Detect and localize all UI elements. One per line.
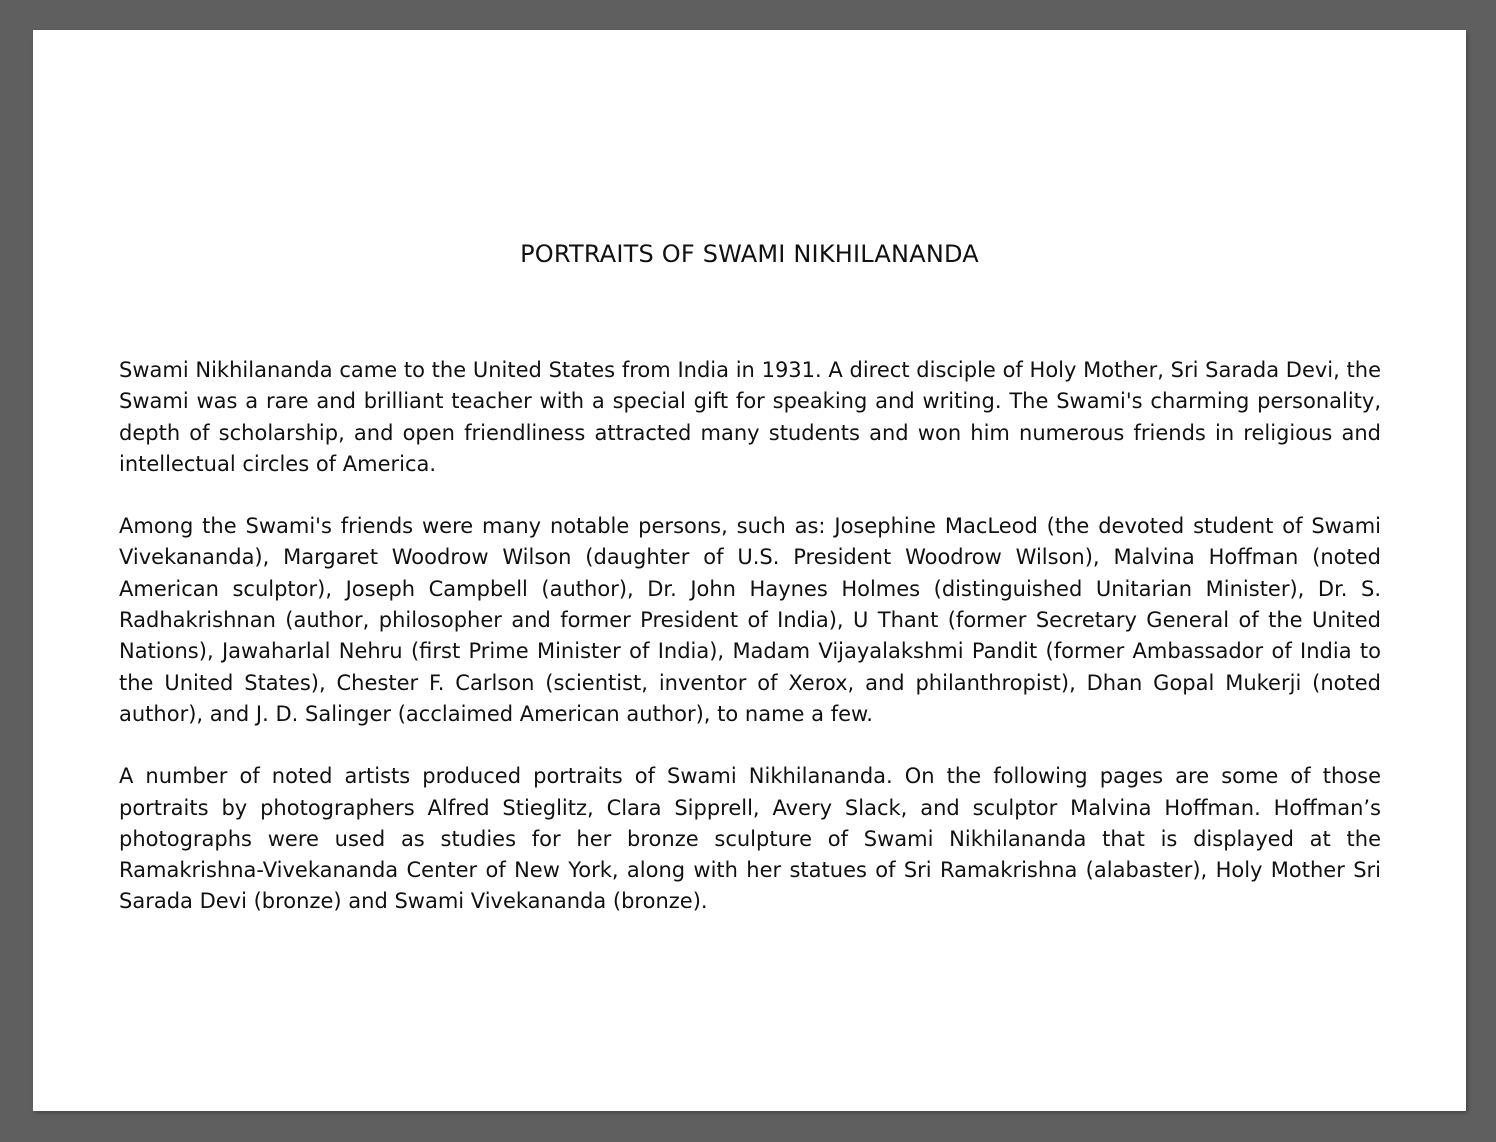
page-title: PORTRAITS OF SWAMI NIKHILANANDA bbox=[520, 240, 979, 268]
paragraph-intro: Swami Nikhilananda came to the United States from India in 1931. A direct disciple of Holy Mother, Sri Sarada Devi, the Swami was a rare and brilliant teacher with a special gift for speaking and writing. The Swami's charming personality, depth of scholarship, and open friendliness attracted many students and won him numerous friends in religious and intellectual circles of America. bbox=[119, 358, 1381, 476]
document-page bbox=[33, 30, 1466, 1111]
paragraph-friends: Among the Swami's friends were many notable persons, such as: Josephine MacLeod (the devoted student of Swami Vivekananda), Margaret Woodrow Wilson (daughter of U.S. President Woodrow Wilson), Malvina Hoffman (noted American sculptor), Joseph Campbell (author), Dr. John Haynes Holmes (distinguished Unitarian Minister), Dr. S. Radhakrishnan (author, philosopher and former President of India), U Thant (former Secretary General of the United Nations), Jawaharlal Nehru (first Prime Minister of India), Madam Vijayalakshmi Pandit (former Ambassador of India to the United States), Chester F. Carlson (scientist, inventor of Xerox, and philanthropist), Dhan Gopal Mukerji (noted author), and J. D. Salinger (acclaimed American author), to name a few. bbox=[119, 514, 1381, 726]
document-body bbox=[119, 355, 1381, 949]
paragraph-portraits: A number of noted artists produced portraits of Swami Nikhilananda. On the following pages are some of those portraits by photographers Alfred Stieglitz, Clara Sipprell, Avery Slack, and sculptor Malvina Hoffman. Hoffman’s photographs were used as studies for her bronze sculpture of Swami Nikhilananda that is displayed at the Ramakrishna-Vivekananda Center of New York, along with her statues of Sri Ramakrishna (alabaster), Holy Mother Sri Sarada Devi (bronze) and Swami Vivekananda (bronze). bbox=[119, 764, 1381, 914]
